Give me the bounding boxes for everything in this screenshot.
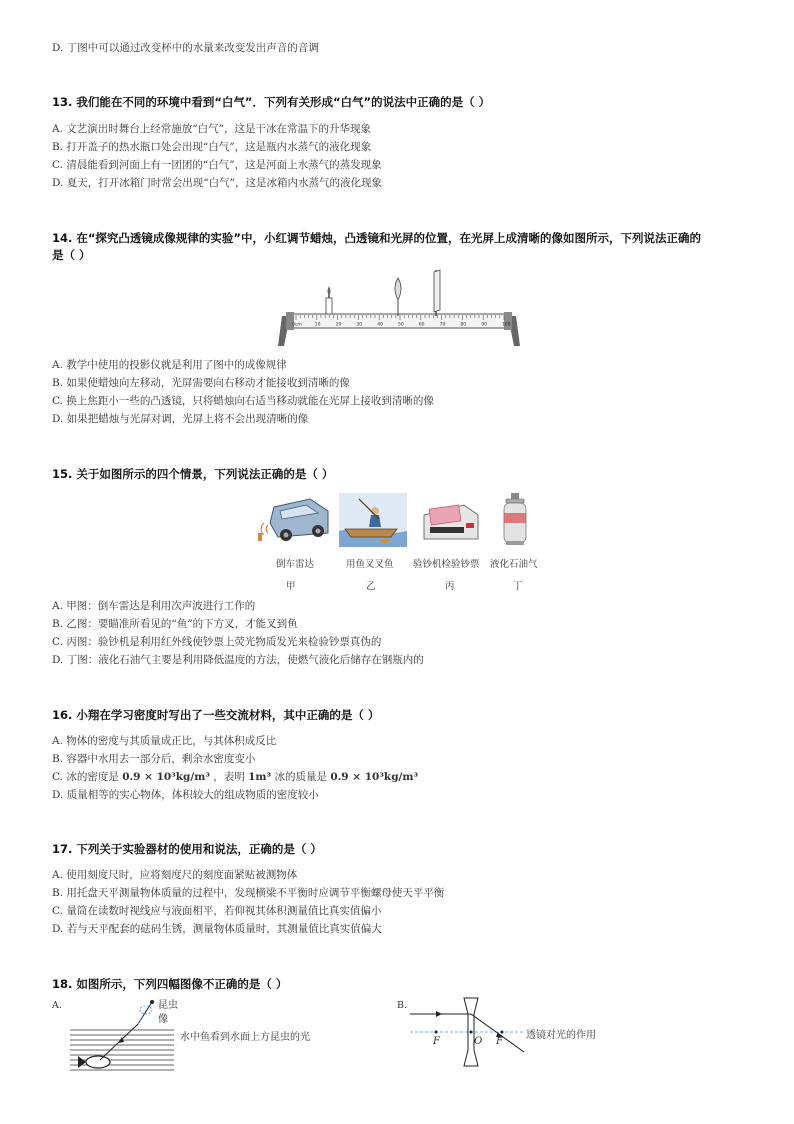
q17-option-b[interactable]: B. 用托盘天平测量物体质量的过程中，发现横梁不平衡时应调节平衡螺母使天平平衡 — [52, 887, 445, 899]
q16-option-b[interactable]: B. 容器中水用去一部分后，剩余水密度变小 — [52, 753, 256, 765]
q17-option-c[interactable]: C. 量筒在读数时视线应与液面相平，若仰视其体积测量值比真实值偏小 — [52, 905, 382, 917]
q17-option-a[interactable]: A. 使用刻度尺时，应将刻度尺的刻度面紧贴被测物体 — [52, 869, 298, 881]
q17-option-d[interactable]: D. 若与天平配套的砝码生锈，测量物体质量时，其测量值比真实值偏大 — [52, 923, 382, 935]
q18-figure-a-image-label: 像 — [158, 1014, 168, 1025]
q18-figure-a-insect-label: 昆虫 — [158, 1000, 178, 1011]
q16-option-a[interactable]: A. 物体的密度与其质量成正比，与其体积成反比 — [52, 735, 277, 747]
q15-caption-bing: 验钞机检验钞票 — [413, 559, 480, 570]
q15-caption-jia: 倒车雷达 — [276, 559, 315, 570]
q18-figure-b-caption: 透镜对光的作用 — [526, 1030, 596, 1041]
q16-option-c-mass: 0.9 × 10³kg/m³ — [330, 771, 419, 783]
q16-option-c[interactable] — [52, 769, 418, 784]
q15-option-b[interactable]: B. 乙图：要瞄准所看见的“鱼”的下方叉，才能叉到鱼 — [52, 618, 298, 630]
question-17-title: 17. 下列关于实验器材的使用和说法，正确的是（ ） — [52, 842, 322, 856]
ruler-label: 0cm — [292, 322, 302, 328]
question-14-title-line2: 是（ ） — [52, 248, 91, 262]
candle — [326, 286, 332, 314]
spearfishing-boat-image — [339, 493, 407, 547]
car-reversing-radar-image — [256, 493, 332, 545]
ruler-label: 100 — [502, 322, 511, 328]
q15-label-yi: 乙 — [366, 581, 376, 592]
q14-option-b[interactable]: B. 如果使蜡烛向左移动，光屏需要向右移动才能接收到清晰的像 — [52, 377, 350, 389]
q18-figure-b-diagram — [406, 994, 526, 1074]
q16-option-c-mid: ，表明 — [213, 771, 245, 783]
ruler-label: 90 — [481, 322, 487, 328]
q13-option-c[interactable]: C. 清晨能看到河面上有一团团的“白气”，这是河面上水蒸气的蒸发现象 — [52, 159, 382, 171]
currency-detector-image — [420, 493, 482, 545]
question-13-title: 13. 我们能在不同的环境中看到“白气”．下列有关形成“白气”的说法中正确的是（ ） — [52, 95, 491, 109]
q15-option-d[interactable]: D. 丁图：液化石油气主要是利用降低温度的方法，使燃气液化后储存在钢瓶内的 — [52, 654, 424, 666]
q18-figure-a-label[interactable]: A. — [52, 1000, 62, 1011]
q14-option-d[interactable]: D. 如果把蜡烛与光屏对调，光屏上将不会出现清晰的像 — [52, 413, 309, 425]
q13-option-d[interactable]: D. 夏天，打开冰箱门时常会出现“白气”，这是冰箱内水蒸气的液化现象 — [52, 177, 382, 189]
ruler-label: 40 — [377, 322, 383, 328]
water-lines — [70, 1030, 174, 1070]
ruler-label: 80 — [460, 322, 467, 328]
question-14-title-line1: 14. 在“探究凸透镜成像规律的实验”中，小红调节蜡烛，凸透镜和光屏的位置，在光屏上成清晰的像如图所示，下列说法正确的 — [52, 231, 701, 245]
q15-option-a[interactable]: A. 甲图：倒车雷达是利用次声波进行工作的 — [52, 600, 256, 612]
q18-figure-a-caption: 水中鱼看到水面上方昆虫的光 — [180, 1032, 310, 1043]
light-screen — [434, 270, 440, 316]
q16-option-c-volume: 1m³ — [248, 771, 272, 783]
q18-figure-b-focus-left: F — [433, 1036, 440, 1047]
question-15-title: 15. 关于如图所示的四个情景，下列说法正确的是（ ） — [52, 467, 334, 481]
q15-option-c[interactable]: C. 丙图：验钞机是利用红外线使钞票上荧光物质发光来检验钞票真伪的 — [52, 636, 382, 648]
q14-option-a[interactable]: A. 教学中使用的投影仪就是利用了图中的成像规律 — [52, 359, 287, 371]
ruler-label: 30 — [356, 322, 363, 328]
convex-lens — [395, 278, 401, 316]
lpg-cylinder-image — [498, 491, 532, 547]
q15-label-ding: 丁 — [513, 581, 523, 592]
previous-question-option-d: D. 丁图中可以通过改变杯中的水量来改变发出声音的音调 — [52, 42, 319, 54]
q15-caption-yi: 用鱼叉叉鱼 — [346, 559, 394, 570]
q13-option-b[interactable]: B. 打开盖子的热水瓶口处会出现“白气”，这是瓶内水蒸气的液化现象 — [52, 141, 372, 153]
ruler-label: 20 — [335, 322, 342, 328]
ruler-label: 10 — [314, 322, 321, 328]
insect-dot — [150, 1000, 154, 1004]
q15-caption-ding: 液化石油气 — [490, 559, 538, 570]
q13-option-a[interactable]: A. 文艺演出时舞台上经常施放“白气”，这是干冰在常温下的升华现象 — [52, 123, 371, 135]
question-16-title: 16. 小翔在学习密度时写出了一些交流材料，其中正确的是（ ） — [52, 708, 380, 722]
ruler-label: 50 — [398, 322, 404, 328]
q18-figure-b-label[interactable]: B. — [397, 1000, 408, 1011]
q15-label-bing: 丙 — [445, 581, 455, 592]
q16-option-c-prefix: C. 冰的密度是 — [52, 771, 119, 783]
q16-option-c-density: 0.9 × 10³kg/m³ — [122, 771, 210, 783]
q16-option-c-mid2: 冰的质量是 — [274, 771, 327, 783]
fish-shape — [86, 1056, 110, 1068]
ruler-label: 70 — [439, 322, 446, 328]
ruler-label: 60 — [418, 322, 425, 328]
q14-option-c[interactable]: C. 换上焦距小一些的凸透镜，只将蜡烛向右适当移动就能在光屏上接收到清晰的像 — [52, 395, 434, 407]
q18-figure-b-focus-right: F — [496, 1036, 503, 1047]
optical-bench-figure — [278, 268, 520, 348]
question-18-title: 18. 如图所示，下列四幅图像不正确的是（ ） — [52, 977, 288, 991]
q16-option-d[interactable]: D. 质量相等的实心物体，体积较大的组成物质的密度较小 — [52, 789, 319, 801]
q15-label-jia: 甲 — [286, 581, 296, 592]
q18-figure-b-optical-center: O — [474, 1036, 483, 1047]
